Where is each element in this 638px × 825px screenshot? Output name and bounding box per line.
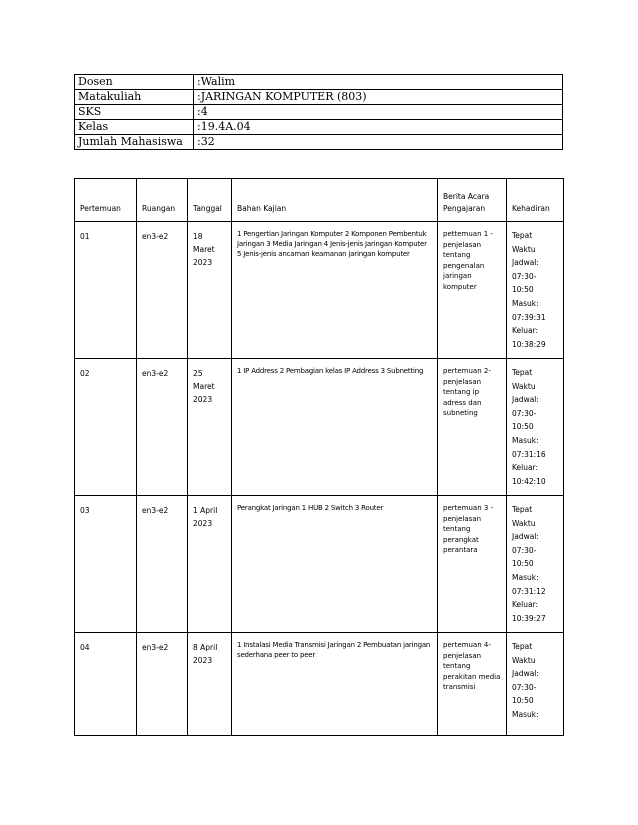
- info-value: :32: [194, 135, 563, 150]
- kehadiran-line: 10:50: [512, 559, 534, 569]
- kehadiran-line: Masuk:: [512, 709, 539, 719]
- kehadiran-line: Masuk:: [512, 298, 539, 308]
- cell-berita-acara: pettemuan 1 - penjelasan tentang pengenalan jaringan komputer: [438, 222, 507, 359]
- kehadiran-line: 10:38:29: [512, 339, 546, 349]
- cell-tanggal: 1 April 2023: [188, 496, 232, 633]
- header-bahan-kajian: Bahan Kajian: [232, 179, 438, 222]
- kehadiran-line: Jadwal:: [512, 395, 539, 405]
- cell-berita-acara: pertemuan 3 - penjelasan tentang perangkat perantara: [438, 496, 507, 633]
- info-row-jumlah-mahasiswa: [75, 135, 563, 150]
- cell-ruangan: en3-e2: [137, 496, 188, 633]
- cell-kehadiran: [507, 496, 564, 633]
- kehadiran-line: 10:42:10: [512, 476, 546, 486]
- cell-tanggal: 18 Maret 2023: [188, 222, 232, 359]
- header-kehadiran: Kehadiran: [507, 179, 564, 222]
- cell-ruangan: en3-e2: [137, 633, 188, 736]
- kehadiran-line: Keluar:: [512, 463, 539, 473]
- kehadiran-line: Waktu: [512, 244, 536, 254]
- course-info-table: [74, 74, 563, 150]
- info-row-sks: [75, 105, 563, 120]
- cell-kehadiran: [507, 222, 564, 359]
- table-row: [75, 496, 564, 633]
- kehadiran-line: Waktu: [512, 518, 536, 528]
- kehadiran-line: 07:31:16: [512, 449, 546, 459]
- info-value: :JARINGAN KOMPUTER (803): [194, 90, 563, 105]
- kehadiran-line: 10:50: [512, 696, 534, 706]
- kehadiran-line: 07:39:31: [512, 312, 546, 322]
- info-label: Jumlah Mahasiswa: [75, 135, 194, 150]
- cell-kehadiran: [507, 633, 564, 736]
- kehadiran-line: Tepat: [512, 642, 533, 651]
- info-row-matakuliah: [75, 90, 563, 105]
- info-row-kelas: [75, 120, 563, 135]
- kehadiran-line: Waktu: [512, 655, 536, 665]
- header-berita-line2: Pengajaran: [443, 204, 486, 213]
- cell-tanggal: 8 April 2023: [188, 633, 232, 736]
- kehadiran-line: Masuk:: [512, 435, 539, 445]
- attendance-header-row: [75, 179, 564, 222]
- kehadiran-line: 07:30-: [512, 408, 537, 418]
- header-ruangan: Ruangan: [137, 179, 188, 222]
- cell-berita-acara: pertemuan 2- penjelasan tentang ip adress dan subneting: [438, 359, 507, 496]
- cell-pertemuan: 03: [75, 496, 137, 633]
- cell-pertemuan: 02: [75, 359, 137, 496]
- header-tanggal: Tanggal: [188, 179, 232, 222]
- cell-pertemuan: 04: [75, 633, 137, 736]
- header-pertemuan: Pertemuan: [75, 179, 137, 222]
- table-row: [75, 633, 564, 736]
- kehadiran-line: 07:31:12: [512, 586, 546, 596]
- kehadiran-line: 10:50: [512, 285, 534, 295]
- kehadiran-line: 07:30-: [512, 545, 537, 555]
- kehadiran-line: Jadwal:: [512, 258, 539, 268]
- kehadiran-line: Keluar:: [512, 326, 539, 336]
- kehadiran-line: Jadwal:: [512, 669, 539, 679]
- kehadiran-line: 07:30-: [512, 271, 537, 281]
- info-row-dosen: [75, 75, 563, 90]
- cell-tanggal: 25 Maret 2023: [188, 359, 232, 496]
- info-value: :19.4A.04: [194, 120, 563, 135]
- cell-bahan-kajian: 1 Pengertian Jaringan Komputer 2 Komponen Pembentuk Jaringan 3 Media Jaringan 4 Jenis-jenis Jaringan Komputer 5 Jenis-jenis ancaman keamanan jaringan komputer: [232, 222, 438, 359]
- kehadiran-line: Jadwal:: [512, 532, 539, 542]
- kehadiran-line: Tepat: [512, 505, 533, 514]
- info-label: Matakuliah: [75, 90, 194, 105]
- kehadiran-line: 10:39:27: [512, 613, 546, 623]
- cell-kehadiran: [507, 359, 564, 496]
- table-row: [75, 222, 564, 359]
- kehadiran-line: 10:50: [512, 422, 534, 432]
- info-label: SKS: [75, 105, 194, 120]
- kehadiran-line: Tepat: [512, 368, 533, 377]
- table-row: [75, 359, 564, 496]
- cell-ruangan: en3-e2: [137, 222, 188, 359]
- cell-bahan-kajian: 1 Instalasi Media Transmisi Jaringan 2 Pembuatan jaringan sederhana peer to peer: [232, 633, 438, 736]
- cell-berita-acara: pertemuan 4- penjelasan tentang perakitan media transmisi: [438, 633, 507, 736]
- cell-ruangan: en3-e2: [137, 359, 188, 496]
- kehadiran-line: Keluar:: [512, 600, 539, 610]
- kehadiran-line: Masuk:: [512, 572, 539, 582]
- header-berita-acara: [438, 179, 507, 222]
- info-value: :Walim: [194, 75, 563, 90]
- cell-pertemuan: 01: [75, 222, 137, 359]
- cell-bahan-kajian: 1 IP Address 2 Pembagian kelas IP Address 3 Subnetting: [232, 359, 438, 496]
- header-berita-line1: Berita Acara: [443, 192, 490, 201]
- kehadiran-line: Tepat: [512, 231, 533, 240]
- cell-bahan-kajian: Perangkat Jaringan 1 HUB 2 Switch 3 Router: [232, 496, 438, 633]
- kehadiran-line: 07:30-: [512, 682, 537, 692]
- info-label: Dosen: [75, 75, 194, 90]
- attendance-table: [74, 178, 564, 736]
- info-label: Kelas: [75, 120, 194, 135]
- info-value: :4: [194, 105, 563, 120]
- kehadiran-line: Waktu: [512, 381, 536, 391]
